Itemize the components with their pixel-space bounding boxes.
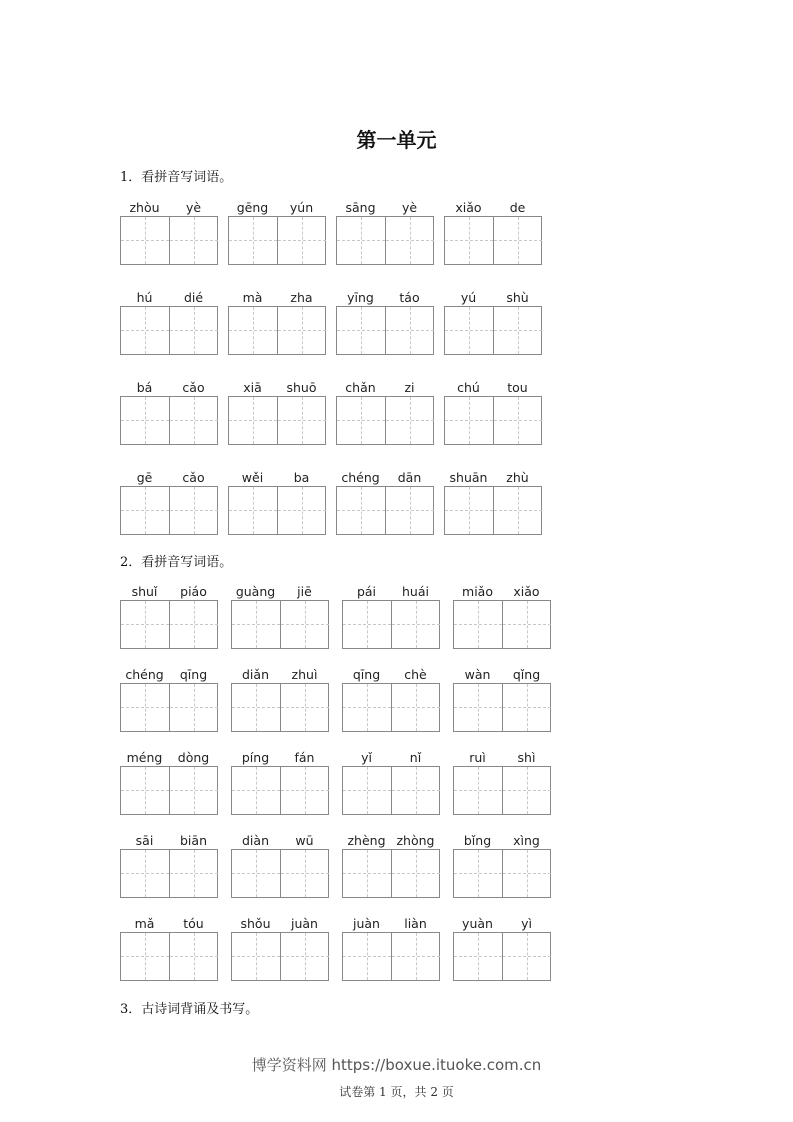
guide-line xyxy=(478,601,479,648)
writing-cell[interactable] xyxy=(445,307,494,354)
guide-line xyxy=(145,307,146,354)
writing-cell[interactable] xyxy=(386,217,434,264)
writing-cell[interactable] xyxy=(281,933,329,980)
guide-line xyxy=(410,487,411,534)
writing-cell[interactable] xyxy=(386,307,434,354)
tianzige-box xyxy=(231,683,329,732)
writing-cell[interactable] xyxy=(454,933,503,980)
writing-cell[interactable] xyxy=(170,217,218,264)
tianzige-box xyxy=(228,486,326,535)
guide-line xyxy=(256,684,257,731)
guide-line xyxy=(367,850,368,897)
pinyin-label: chéng xyxy=(341,470,380,485)
guide-line xyxy=(361,487,362,534)
tianzige-box xyxy=(444,486,542,535)
pinyin-label: shì xyxy=(517,750,536,765)
pinyin-label: yè xyxy=(185,200,202,215)
guide-line xyxy=(253,397,254,444)
writing-cell[interactable] xyxy=(281,601,329,648)
pinyin-label: qīng xyxy=(179,667,208,682)
writing-cell[interactable] xyxy=(170,933,218,980)
writing-cell[interactable] xyxy=(281,850,329,897)
pinyin-label: yú xyxy=(460,290,477,305)
guide-line xyxy=(410,307,411,354)
guide-line xyxy=(145,487,146,534)
guide-line xyxy=(527,850,528,897)
guide-line xyxy=(367,684,368,731)
writing-cell[interactable] xyxy=(343,684,392,731)
guide-line xyxy=(302,307,303,354)
writing-cell[interactable] xyxy=(503,684,551,731)
guide-line xyxy=(256,767,257,814)
question-3-label: 3．古诗词背诵及书写。 xyxy=(120,1002,259,1017)
guide-line xyxy=(518,217,519,264)
guide-line xyxy=(416,601,417,648)
pinyin-label: yì xyxy=(521,916,532,931)
guide-line xyxy=(361,217,362,264)
writing-cell[interactable] xyxy=(392,684,440,731)
tianzige-box xyxy=(228,306,326,355)
guide-line xyxy=(194,487,195,534)
pinyin-label: diǎn xyxy=(242,667,269,682)
guide-line xyxy=(145,850,146,897)
pinyin-label: shù xyxy=(506,290,529,305)
guide-line xyxy=(367,767,368,814)
guide-line xyxy=(302,397,303,444)
pinyin-label: zhù xyxy=(506,470,529,485)
tianzige-box xyxy=(453,932,551,981)
tianzige-box xyxy=(120,216,218,265)
pinyin-label: píng xyxy=(241,750,270,765)
pinyin-label: xiā xyxy=(243,380,262,395)
pinyin-label: wū xyxy=(295,833,314,848)
tianzige-box xyxy=(120,849,218,898)
pinyin-label: shuō xyxy=(286,380,317,395)
pinyin-label: huái xyxy=(402,584,429,599)
pinyin-label: cǎo xyxy=(182,380,205,395)
pinyin-label: qīng xyxy=(352,667,381,682)
pinyin-label: ruì xyxy=(469,750,486,765)
pinyin-label: mǎ xyxy=(134,916,155,931)
writing-cell[interactable] xyxy=(454,684,503,731)
writing-cell[interactable] xyxy=(503,767,551,814)
guide-line xyxy=(194,933,195,980)
writing-cell[interactable] xyxy=(278,487,326,534)
tianzige-box xyxy=(336,396,434,445)
guide-line xyxy=(256,601,257,648)
writing-cell[interactable] xyxy=(232,767,281,814)
tianzige-box xyxy=(120,766,218,815)
writing-cell[interactable] xyxy=(170,684,218,731)
writing-cell[interactable] xyxy=(503,933,551,980)
writing-cell[interactable] xyxy=(386,397,434,444)
writing-cell[interactable] xyxy=(337,487,386,534)
tianzige-box xyxy=(228,396,326,445)
tianzige-box xyxy=(336,306,434,355)
guide-line xyxy=(253,307,254,354)
pinyin-label: fán xyxy=(294,750,315,765)
pinyin-label: bá xyxy=(136,380,153,395)
question-1-label: 1．看拼音写词语。 xyxy=(120,170,233,185)
guide-line xyxy=(253,217,254,264)
pinyin-label: de xyxy=(509,200,526,215)
writing-cell[interactable] xyxy=(170,767,218,814)
tianzige-box xyxy=(228,216,326,265)
guide-line xyxy=(478,850,479,897)
writing-cell[interactable] xyxy=(232,850,281,897)
writing-cell[interactable] xyxy=(121,397,170,444)
guide-line xyxy=(305,850,306,897)
tianzige-box xyxy=(120,932,218,981)
tianzige-box xyxy=(342,849,440,898)
guide-line xyxy=(416,767,417,814)
writing-cell[interactable] xyxy=(392,767,440,814)
guide-line xyxy=(410,217,411,264)
writing-cell[interactable] xyxy=(392,933,440,980)
guide-line xyxy=(145,684,146,731)
pinyin-label: zi xyxy=(404,380,415,395)
writing-cell[interactable] xyxy=(229,487,278,534)
pinyin-label: pái xyxy=(356,584,377,599)
pinyin-label: piáo xyxy=(180,584,207,599)
pinyin-label: miǎo xyxy=(462,584,493,599)
tianzige-box xyxy=(444,396,542,445)
tianzige-box xyxy=(342,683,440,732)
pinyin-label: xiǎo xyxy=(513,584,540,599)
writing-cell[interactable] xyxy=(232,933,281,980)
writing-cell[interactable] xyxy=(170,601,218,648)
pinyin-label: gē xyxy=(136,470,153,485)
guide-line xyxy=(253,487,254,534)
writing-cell[interactable] xyxy=(229,397,278,444)
writing-cell[interactable] xyxy=(281,767,329,814)
writing-cell[interactable] xyxy=(121,307,170,354)
guide-line xyxy=(361,397,362,444)
writing-cell[interactable] xyxy=(337,217,386,264)
pinyin-label: qǐng xyxy=(512,667,541,682)
pinyin-label: chú xyxy=(457,380,480,395)
tianzige-box xyxy=(342,932,440,981)
writing-cell[interactable] xyxy=(121,933,170,980)
pinyin-label: yǐ xyxy=(361,750,372,765)
question-2-label: 2．看拼音写词语。 xyxy=(120,555,233,570)
guide-line xyxy=(367,933,368,980)
writing-cell[interactable] xyxy=(278,307,326,354)
writing-cell[interactable] xyxy=(445,487,494,534)
pinyin-label: gēng xyxy=(236,200,269,215)
writing-cell[interactable] xyxy=(232,684,281,731)
guide-line xyxy=(256,850,257,897)
pinyin-label: yún xyxy=(289,200,314,215)
tianzige-box xyxy=(342,766,440,815)
pinyin-label: sāi xyxy=(135,833,154,848)
writing-cell[interactable] xyxy=(454,601,503,648)
tianzige-box xyxy=(453,849,551,898)
pinyin-label: dié xyxy=(183,290,204,305)
guide-line xyxy=(410,397,411,444)
guide-line xyxy=(361,307,362,354)
writing-cell[interactable] xyxy=(170,397,218,444)
writing-cell[interactable] xyxy=(229,307,278,354)
writing-cell[interactable] xyxy=(170,307,218,354)
pinyin-label: zhòu xyxy=(129,200,160,215)
writing-cell[interactable] xyxy=(386,487,434,534)
writing-cell[interactable] xyxy=(121,767,170,814)
writing-cell[interactable] xyxy=(343,601,392,648)
page-title: 第一单元 xyxy=(356,128,437,152)
tianzige-box xyxy=(336,216,434,265)
tianzige-box xyxy=(120,600,218,649)
writing-cell[interactable] xyxy=(337,307,386,354)
pinyin-label: sāng xyxy=(345,200,376,215)
guide-line xyxy=(256,933,257,980)
guide-line xyxy=(305,767,306,814)
pinyin-label: chéng xyxy=(125,667,164,682)
writing-cell[interactable] xyxy=(121,487,170,534)
guide-line xyxy=(478,684,479,731)
guide-line xyxy=(469,397,470,444)
pinyin-label: tóu xyxy=(183,916,204,931)
pinyin-label: jiē xyxy=(297,584,312,599)
pinyin-label: guàng xyxy=(235,584,276,599)
pinyin-label: shǒu xyxy=(240,916,271,931)
pinyin-label: juàn xyxy=(353,916,380,931)
guide-line xyxy=(469,487,470,534)
guide-line xyxy=(145,601,146,648)
guide-line xyxy=(194,397,195,444)
guide-line xyxy=(469,217,470,264)
guide-line xyxy=(367,601,368,648)
tianzige-box xyxy=(453,766,551,815)
writing-cell[interactable] xyxy=(278,397,326,444)
writing-cell[interactable] xyxy=(343,933,392,980)
pinyin-label: shuǐ xyxy=(131,584,158,599)
guide-line xyxy=(145,767,146,814)
guide-line xyxy=(527,767,528,814)
tianzige-box xyxy=(453,683,551,732)
pinyin-label: yuàn xyxy=(462,916,493,931)
guide-line xyxy=(416,684,417,731)
guide-line xyxy=(416,933,417,980)
pinyin-label: hú xyxy=(136,290,153,305)
pinyin-label: wàn xyxy=(464,667,491,682)
tianzige-box xyxy=(120,486,218,535)
guide-line xyxy=(302,217,303,264)
tianzige-box xyxy=(453,600,551,649)
pinyin-label: zhuì xyxy=(291,667,318,682)
writing-cell[interactable] xyxy=(454,767,503,814)
pinyin-label: xìng xyxy=(513,833,540,848)
writing-cell[interactable] xyxy=(343,850,392,897)
guide-line xyxy=(194,684,195,731)
writing-cell[interactable] xyxy=(445,217,494,264)
writing-cell[interactable] xyxy=(503,601,551,648)
pinyin-label: wěi xyxy=(241,470,264,485)
pinyin-label: liàn xyxy=(404,916,427,931)
page-footer: 试卷第 1 页，共 2 页 xyxy=(339,1085,454,1099)
guide-line xyxy=(302,487,303,534)
pinyin-label: dòng xyxy=(177,750,210,765)
writing-cell[interactable] xyxy=(503,850,551,897)
pinyin-label: táo xyxy=(399,290,420,305)
pinyin-label: xiǎo xyxy=(455,200,482,215)
writing-cell[interactable] xyxy=(494,397,542,444)
watermark: 博学资料网 https://boxue.ituoke.com.cn xyxy=(251,1056,542,1074)
guide-line xyxy=(194,767,195,814)
pinyin-label: mà xyxy=(242,290,263,305)
tianzige-box xyxy=(231,766,329,815)
writing-cell[interactable] xyxy=(281,684,329,731)
guide-line xyxy=(527,601,528,648)
pinyin-label: bǐng xyxy=(463,833,492,848)
pinyin-label: yīng xyxy=(347,290,374,305)
writing-cell[interactable] xyxy=(337,397,386,444)
writing-cell[interactable] xyxy=(170,487,218,534)
pinyin-label: tou xyxy=(507,380,528,395)
writing-cell[interactable] xyxy=(445,397,494,444)
pinyin-label: diàn xyxy=(242,833,269,848)
writing-cell[interactable] xyxy=(454,850,503,897)
writing-cell[interactable] xyxy=(494,487,542,534)
guide-line xyxy=(305,933,306,980)
writing-cell[interactable] xyxy=(121,217,170,264)
writing-cell[interactable] xyxy=(278,217,326,264)
writing-cell[interactable] xyxy=(392,601,440,648)
guide-line xyxy=(478,767,479,814)
guide-line xyxy=(305,684,306,731)
writing-cell[interactable] xyxy=(121,850,170,897)
pinyin-label: zhèng xyxy=(347,833,386,848)
guide-line xyxy=(194,217,195,264)
pinyin-label: dān xyxy=(397,470,422,485)
pinyin-label: biān xyxy=(180,833,207,848)
pinyin-label: zhòng xyxy=(396,833,435,848)
guide-line xyxy=(518,307,519,354)
pinyin-label: yè xyxy=(401,200,418,215)
guide-line xyxy=(194,850,195,897)
tianzige-box xyxy=(120,396,218,445)
writing-cell[interactable] xyxy=(232,601,281,648)
tianzige-box xyxy=(120,683,218,732)
writing-cell[interactable] xyxy=(343,767,392,814)
tianzige-box xyxy=(120,306,218,355)
writing-cell[interactable] xyxy=(229,217,278,264)
tianzige-box xyxy=(444,306,542,355)
guide-line xyxy=(194,601,195,648)
tianzige-box xyxy=(231,849,329,898)
writing-cell[interactable] xyxy=(494,307,542,354)
guide-line xyxy=(145,933,146,980)
guide-line xyxy=(145,397,146,444)
guide-line xyxy=(518,487,519,534)
pinyin-label: ba xyxy=(293,470,310,485)
writing-cell[interactable] xyxy=(494,217,542,264)
tianzige-box xyxy=(231,600,329,649)
tianzige-box xyxy=(444,216,542,265)
pinyin-label: zha xyxy=(290,290,313,305)
pinyin-label: méng xyxy=(126,750,163,765)
tianzige-box xyxy=(336,486,434,535)
guide-line xyxy=(145,217,146,264)
guide-line xyxy=(518,397,519,444)
guide-line xyxy=(469,307,470,354)
pinyin-label: juàn xyxy=(291,916,318,931)
pinyin-label: shuān xyxy=(449,470,488,485)
guide-line xyxy=(527,933,528,980)
writing-cell[interactable] xyxy=(392,850,440,897)
guide-line xyxy=(527,684,528,731)
pinyin-label: chǎn xyxy=(345,380,376,395)
pinyin-label: chè xyxy=(404,667,427,682)
guide-line xyxy=(478,933,479,980)
pinyin-label: cǎo xyxy=(182,470,205,485)
writing-cell[interactable] xyxy=(121,684,170,731)
pinyin-label: nǐ xyxy=(409,750,422,765)
guide-line xyxy=(416,850,417,897)
tianzige-box xyxy=(342,600,440,649)
writing-cell[interactable] xyxy=(170,850,218,897)
guide-line xyxy=(194,307,195,354)
guide-line xyxy=(305,601,306,648)
tianzige-box xyxy=(231,932,329,981)
writing-cell[interactable] xyxy=(121,601,170,648)
